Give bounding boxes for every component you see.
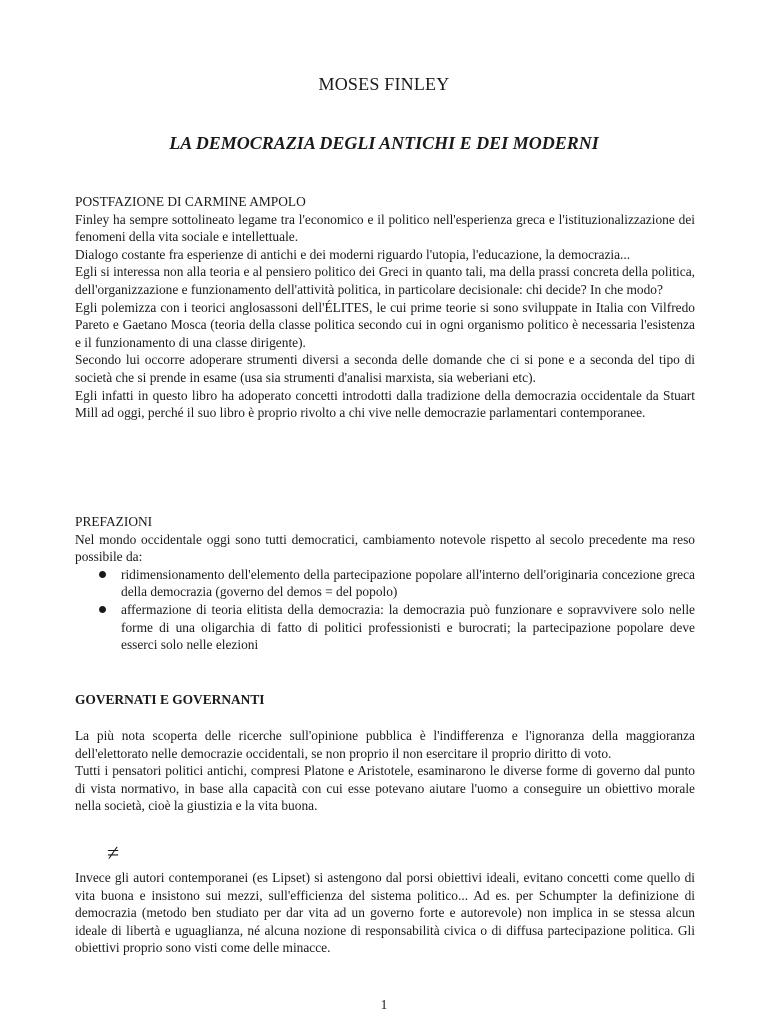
list-item-text: affermazione di teoria elitista della democrazia: la democrazia può funzionare e sopravvivere solo nelle forme di una oligarchia di fatto di politici professionisti e burocrati; la partecipazione popolare deve esserci solo nelle elezioni	[121, 601, 695, 653]
governati-body-after	[75, 869, 695, 957]
postfazione-heading: POSTFAZIONE DI CARMINE AMPOLO	[75, 194, 306, 209]
governati-body	[75, 727, 695, 815]
bullet-icon	[99, 606, 106, 613]
postfazione-paragraph: Egli polemizza con i teorici anglosassoni dell'ÉLITES, le cui prime teorie si sono sviluppate in Italia con Vilfredo Pareto e Gaetano Mosca (teoria della classe politica secondo cui in ogni organismo politico è necessaria l'esistenza e il funzionamento di una classe dirigente).	[75, 299, 695, 350]
governati-heading: GOVERNATI E GOVERNANTI	[75, 692, 265, 707]
governati-paragraph: Invece gli autori contemporanei (es Lipset) si astengono dal porsi obiettivi ideali, evitano concetti come quello di vita buona e insistono sui mezzi, sull'efficienza del sistema politico... Ad es. per Schumpter la definizione di democrazia (metodo ben studiato per dar vita ad un governo forte e autorevole) non implica in se stessa alcun ideale di libertà e uguaglianza, né alcuna nozione di responsabilità civica o di diffusa partecipazione politica. Gli obiettivi proprio sono visti come delle minacce.	[75, 870, 695, 956]
section-prefazioni	[75, 513, 695, 654]
prefazioni-heading: PREFAZIONI	[75, 514, 153, 529]
section-postfazione	[75, 193, 695, 422]
governati-paragraph: La più nota scoperta delle ricerche sull'opinione pubblica è l'indifferenza e l'ignoranza della maggioranza dell'elettorato nelle democrazie occidentali, se non proprio il non esercitare il proprio diritto di voto.	[75, 728, 695, 761]
not-equal-symbol: ≠	[107, 840, 120, 865]
document-subtitle: LA DEMOCRAZIA DEGLI ANTICHI E DEI MODERNI	[169, 133, 599, 153]
bullet-icon	[99, 571, 106, 578]
postfazione-paragraph: Finley ha sempre sottolineato legame tra l'economico e il politico nell'esperienza greca e l'istituzionalizzazione dei fenomeni della vita sociale e intellettuale.	[75, 211, 695, 245]
document-title: MOSES FINLEY	[318, 74, 450, 94]
prefazioni-intro: Nel mondo occidentale oggi sono tutti democratici, cambiamento notevole rispetto al secolo precedente ma reso possibile da:	[75, 531, 695, 565]
postfazione-paragraph: Egli infatti in questo libro ha adoperato concetti introdotti dalla tradizione della democrazia occidentale da Stuart Mill ad oggi, perché il suo libro è proprio rivolto a chi vive nelle democrazie parlamentari contemporanee.	[75, 387, 695, 421]
prefazioni-bullet-list	[75, 566, 695, 654]
governati-paragraph: Tutti i pensatori politici antichi, compresi Platone e Aristotele, esaminarono le diverse forme di governo dal punto di vista normativo, in base alla capacità con cui esse potevano aiutare l'uomo a conseguire un obiettivo morale nella società, cioè la giustizia e la vita buona.	[75, 763, 695, 814]
list-item	[75, 566, 695, 601]
list-item-text: ridimensionamento dell'elemento della partecipazione popolare all'interno dell'originaria concezione greca della democrazia (governo del demos = del popolo)	[121, 566, 695, 600]
list-item	[75, 601, 695, 654]
section-governati	[75, 691, 695, 709]
page-number: 1	[380, 997, 388, 1012]
postfazione-paragraph: Egli si interessa non alla teoria e al pensiero politico dei Greci in quanto tali, ma della prassi concreta della politica, dell'organizzazione e funzionamento dell'attività politica, in particolare decisionale: chi decide? In che modo?	[75, 264, 695, 297]
postfazione-paragraph: Secondo lui occorre adoperare strumenti diversi a seconda delle domande che ci si pone e a seconda del tipo di società che si prende in esame (usa sia strumenti d'analisi marxista, sia weberiani etc).	[75, 352, 695, 385]
postfazione-paragraph: Dialogo costante fra esperienze di antichi e dei moderni riguardo l'utopia, l'educazione, la democrazia...	[75, 246, 631, 262]
